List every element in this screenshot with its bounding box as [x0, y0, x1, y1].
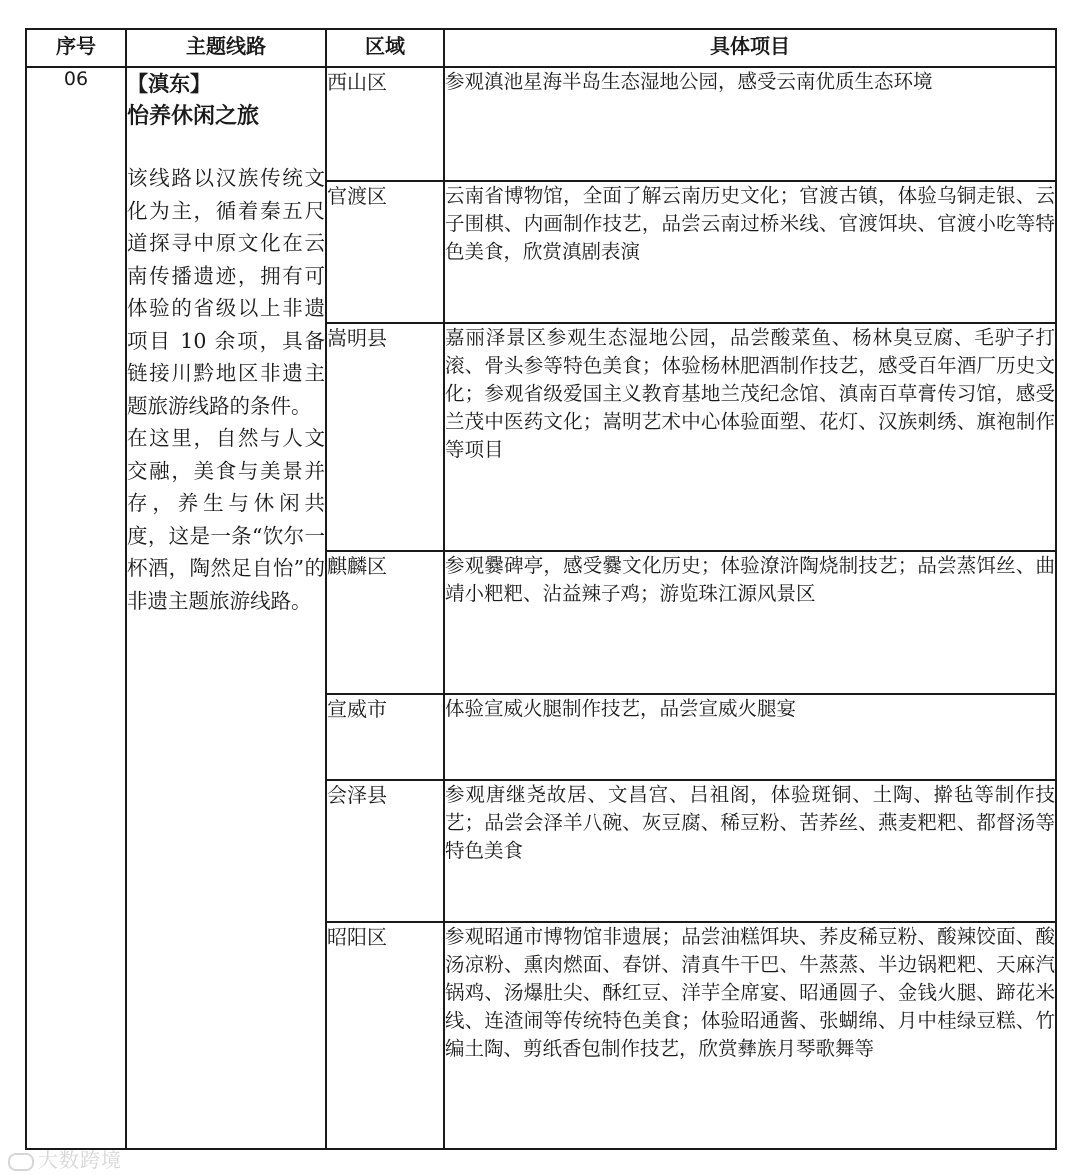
region-cell: 麒麟区 [326, 551, 444, 694]
table-row [26, 67, 1056, 181]
detail-cell: 体验宣威火腿制作技艺，品尝宣威火腿宴 [444, 694, 1056, 780]
theme-cell [126, 67, 326, 1149]
theme-description-1: 该线路以汉族传统文化为主，循着秦五尺道探寻中原文化在云南传播遗迹，拥有可体验的省级以上非遗项目 10 余项，具备链接川黔地区非遗主题旅游线路的条件。 [127, 166, 325, 418]
theme-name: 怡养休闲之旅 [127, 104, 260, 129]
header-theme: 主题线路 [126, 29, 326, 67]
route-table [25, 28, 1057, 1150]
detail-cell: 云南省博物馆，全面了解云南历史文化；官渡古镇，体验乌铜走银、云子围棋、内画制作技艺，品尝云南过桥米线、官渡饵块、官渡小吃等特色美食，欣赏滇剧表演 [444, 181, 1056, 323]
watermark [8, 1144, 122, 1173]
region-cell: 昭阳区 [326, 922, 444, 1149]
region-cell: 会泽县 [326, 780, 444, 922]
detail-cell: 参观爨碑亭，感受爨文化历史；体验潦浒陶烧制技艺；品尝蒸饵丝、曲靖小粑粑、沾益辣子鸡；游览珠江源风景区 [444, 551, 1056, 694]
header-region: 区域 [326, 29, 444, 67]
detail-cell: 参观唐继尧故居、文昌宫、吕祖阁，体验斑铜、土陶、擀毡等制作技艺；品尝会泽羊八碗、灰豆腐、稀豆粉、苦荞丝、燕麦粑粑、都督汤等特色美食 [444, 780, 1056, 922]
region-cell: 嵩明县 [326, 323, 444, 551]
detail-cell: 参观滇池星海半岛生态湿地公园，感受云南优质生态环境 [444, 67, 1056, 181]
watermark-logo-icon [8, 1153, 34, 1171]
detail-cell: 参观昭通市博物馆非遗展；品尝油糕饵块、荞皮稀豆粉、酸辣饺面、酸汤凉粉、熏肉燃面、春饼、清真牛干巴、牛蒸蒸、半边锅粑粑、天麻汽锅鸡、汤爆肚尖、酥红豆、洋芋全席宴、昭通圆子、金钱火腿、蹄花米线、连渣闹等传统特色美食；体验昭通酱、张蝴绵、月中桂绿豆糕、竹编土陶、剪纸香包制作技艺，欣赏彝族月琴歌舞等 [444, 922, 1056, 1149]
detail-cell: 嘉丽泽景区参观生态湿地公园，品尝酸菜鱼、杨林臭豆腐、毛驴子打滚、骨头参等特色美食；体验杨林肥酒制作技艺，感受百年酒厂历史文化；参观省级爱国主义教育基地兰茂纪念馆、滇南百草膏传习馆，感受兰茂中医药文化；嵩明艺术中心体验面塑、花灯、汉族刺绣、旗袍制作等项目 [444, 323, 1056, 551]
table-header-row [26, 29, 1056, 67]
seq-cell: 06 [26, 67, 126, 1149]
header-detail: 具体项目 [444, 29, 1056, 67]
watermark-text: 大数跨境 [38, 1148, 122, 1172]
region-cell: 西山区 [326, 67, 444, 181]
theme-description-2: 在这里，自然与人文交融，美食与美景并存，养生与休闲共度，这是一条“饮尔一杯酒，陶然足自怡”的非遗主题旅游线路。 [127, 426, 325, 613]
header-seq: 序号 [26, 29, 126, 67]
region-cell: 宣威市 [326, 694, 444, 780]
theme-tag: 【滇东】 [127, 72, 211, 96]
region-cell: 官渡区 [326, 181, 444, 323]
